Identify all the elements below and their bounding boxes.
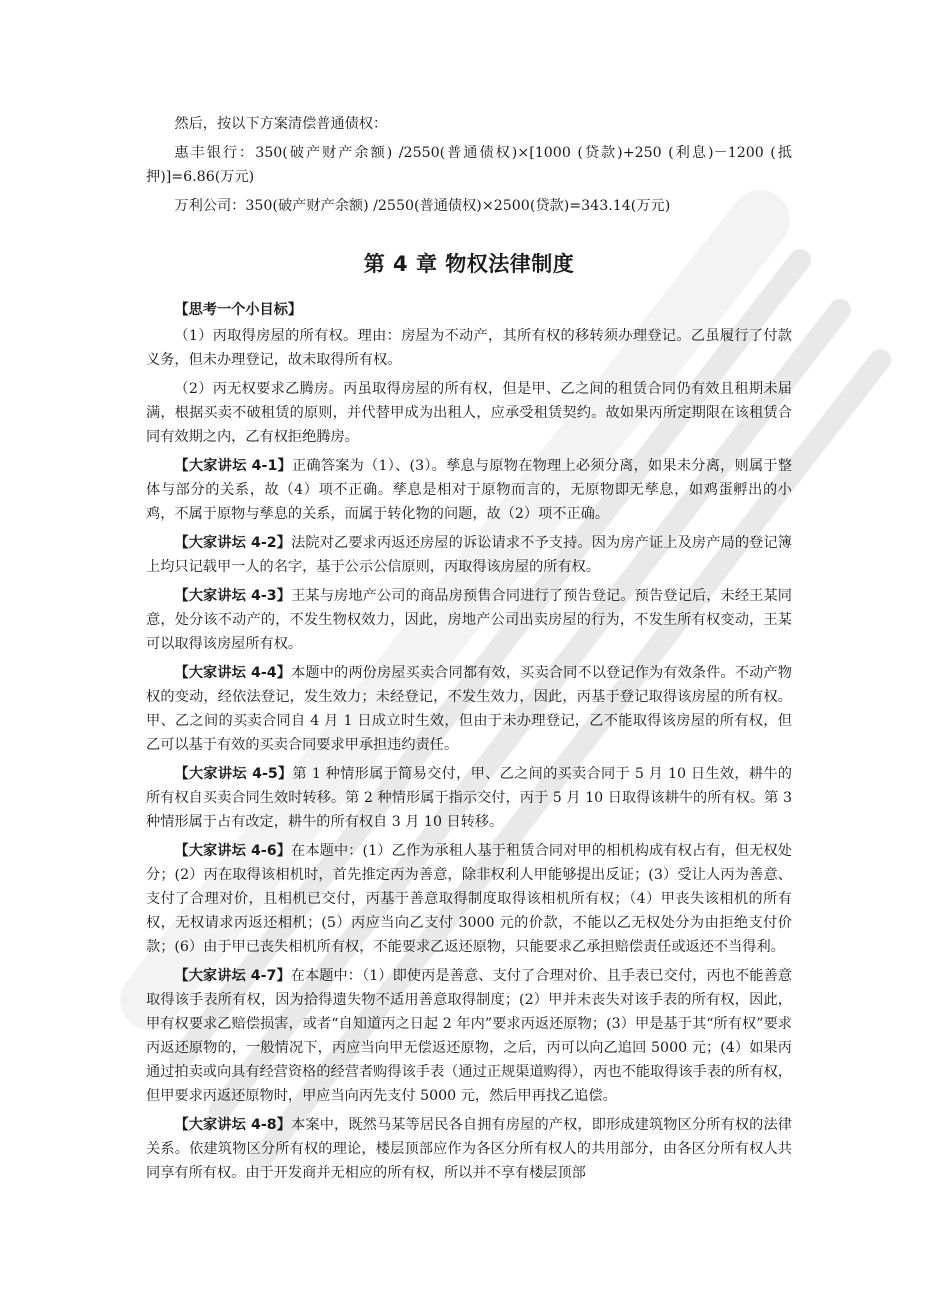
settlement-intro-line: 然后，按以下方案清偿普通债权： (174, 116, 388, 132)
answer-paragraphs (146, 324, 792, 1185)
forum-label: 【大家讲坛 4-1】 (174, 458, 292, 474)
settlement-company-line: 万利公司：350(破产财产余额) /2550(普通债权)×2500(贷款)=343.14(万元) (174, 198, 671, 214)
paragraph: （2）丙无权要求乙腾房。丙虽取得房屋的所有权，但是甲、乙之间的租赁合同仍有效且租期未届满，根据买卖不破租赁的原则，并代替甲成为出租人，应承受租赁契约。故如果丙所定期限在该租赁合同有效期之内，乙有权拒绝腾房。 (146, 381, 792, 445)
paragraph-forum-4-6: 【大家讲坛 4-6】在本题中：(1）乙作为承租人基于租赁合同对甲的相机构成有权占有，但无权处分；(2）丙在取得该相机时，首先推定丙为善意，除非权利人甲能够提出反证；(3）受让人丙为善意、支付了合理对价，且相机已交付，丙基于善意取得制度取得该相机所有权；（4）甲丧失该相机的所有权，无权请求丙返还相机；(5）丙应当向乙支付 3000 元的价款，不能以乙无权处分为由拒绝支付价款；(6）由于甲已丧失相机所有权，不能要求乙返还原物，只能要求乙承担赔偿责任或返还不当得利。 (146, 843, 792, 955)
paragraph: （1）丙取得房屋的所有权。理由：房屋为不动产，其所有权的移转须办理登记。乙虽履行了付款义务，但未办理登记，故未取得所有权。 (146, 328, 792, 368)
chapter-title: 第 4 章 物权法律制度 (363, 252, 575, 276)
paragraph-forum-4-1: 【大家讲坛 4-1】正确答案为（1）、(3）。孳息与原物在物理上必须分离，如果未分离，则属于整体与部分的关系，故（4）项不正确。孳息是相对于原物而言的，无原物即无孳息，如鸡蛋孵出的小鸡，不属于原物与孳息的关系，而属于转化物的问题，故（2）项不正确。 (146, 458, 792, 522)
forum-label: 【大家讲坛 4-2】 (174, 535, 292, 551)
settlement-calculation (146, 112, 792, 218)
forum-label: 【大家讲坛 4-7】 (174, 968, 291, 984)
paragraph-forum-4-5: 【大家讲坛 4-5】第 1 种情形属于简易交付，甲、乙之间的买卖合同于 5 月 10 日生效，耕牛的所有权自买卖合同生效时转移。第 2 种情形属于指示交付，丙于 5 月 10 日取得该耕牛的所有权。第 3 种情形属于占有改定，耕牛的所有权自 3 月 10 日转移。 (146, 766, 792, 830)
section-heading: 【思考一个小目标】 (174, 302, 303, 318)
forum-label: 【大家讲坛 4-8】 (174, 1117, 292, 1133)
paragraph-forum-4-8: 【大家讲坛 4-8】本案中，既然马某等居民各自拥有房屋的产权，即形成建筑物区分所有权的法律关系。依建筑物区分所有权的理论，楼层顶部应作为各区分所有权人的共用部分，由各区分所有权人共同享有所有权。由于开发商并无相应的所有权，所以并不享有楼层顶部 (146, 1117, 792, 1181)
paragraph-forum-4-3: 【大家讲坛 4-3】王某与房地产公司的商品房预售合同进行了预告登记。预告登记后，未经王某同意，处分该不动产的，不发生物权效力，因此，房地产公司出卖房屋的行为，不发生所有权变动，王某可以取得该房屋所有权。 (146, 588, 792, 652)
forum-label: 【大家讲坛 4-6】 (174, 843, 292, 859)
forum-label: 【大家讲坛 4-4】 (174, 665, 292, 681)
settlement-bank-line: 惠丰银行：350(破产财产余额) /2550(普通债权)×[1000 (贷款)+250 (利息)－1200 (抵押)]=6.86(万元) (146, 145, 792, 185)
forum-label: 【大家讲坛 4-3】 (174, 588, 292, 604)
paragraph-forum-4-7: 【大家讲坛 4-7】在本题中：（1）即使丙是善意、支付了合理对价、且手表已交付，丙也不能善意取得该手表所有权，因为拾得遗失物不适用善意取得制度；(2）甲并未丧失对该手表的所有权，因此，甲有权要求乙赔偿损害，或者“自知道丙之日起 2 年内”要求丙返还原物；(3）甲是基于其“所有权”要求丙返还原物的，一般情况下，丙应当向甲无偿返还原物，之后，丙可以向乙追回 5000 元；(4）如果丙通过拍卖或向具有经营资格的经营者购得该手表（通过正规渠道购得），丙也不能取得该手表的所有权，但甲要求丙返还原物时，甲应当向丙先支付 5000 元，然后甲再找乙追偿。 (146, 968, 792, 1104)
paragraph-forum-4-4: 【大家讲坛 4-4】本题中的两份房屋买卖合同都有效，买卖合同不以登记作为有效条件。不动产物权的变动，经依法登记，发生效力；未经登记，不发生效力，因此，丙基于登记取得该房屋的所有权。甲、乙之间的买卖合同自 4 月 1 日成立时生效，但由于未办理登记，乙不能取得该房屋的所有权，但乙可以基于有效的买卖合同要求甲承担违约责任。 (146, 665, 792, 753)
paragraph-forum-4-2: 【大家讲坛 4-2】法院对乙要求丙返还房屋的诉讼请求不予支持。因为房产证上及房产局的登记簿上均只记载甲一人的名字，基于公示公信原则，丙取得该房屋的所有权。 (146, 535, 792, 575)
forum-label: 【大家讲坛 4-5】 (174, 766, 293, 782)
document-page (146, 112, 792, 1190)
